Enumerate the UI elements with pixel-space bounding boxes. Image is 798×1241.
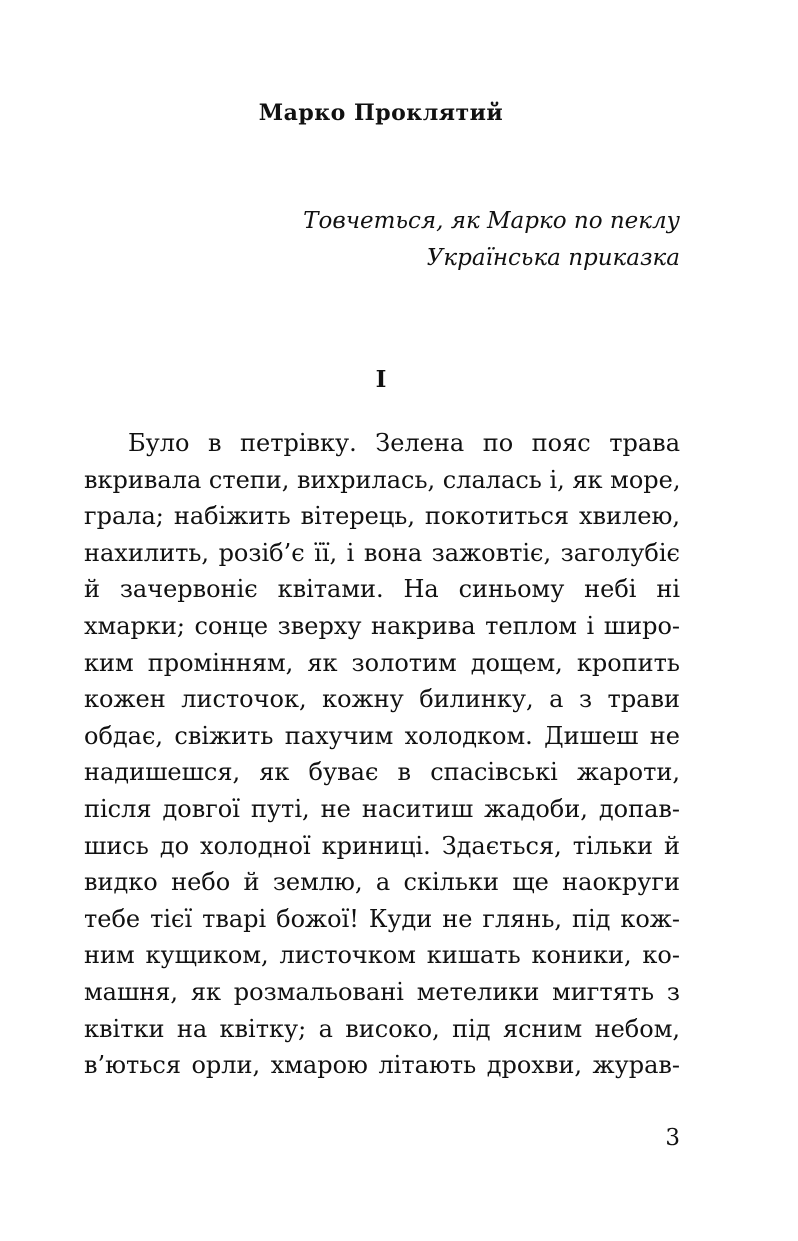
chapter-number: I xyxy=(375,366,387,393)
text-line: тебе тієї тварі божої! Куди не глянь, під кож- xyxy=(84,904,680,933)
text-line: машня, як розмальовані метелики мигтять з xyxy=(84,977,680,1006)
text-line: видко небо й землю, а скільки ще наокруги xyxy=(84,868,680,897)
text-line: ним кущиком, листочком кишать коники, ко- xyxy=(84,941,680,970)
epigraph-quote: Товчеться, як Марко по пеклу xyxy=(303,208,680,234)
text-line: надишешся, як буває в спасівські жароти, xyxy=(84,758,680,787)
text-line: вкривала степи, вихрилась, слалась і, як море, xyxy=(84,465,681,494)
epigraph xyxy=(303,203,680,277)
text-line: ким промінням, як золотим дощем, кропить xyxy=(84,648,680,677)
text-line: кожен листочок, кожну билинку, а з трави xyxy=(84,685,680,714)
text-line: в’ються орли, хмарою літають дрохви, журав- xyxy=(84,1051,680,1080)
text-line: квітки на квітку; а високо, під ясним небом, xyxy=(84,1014,680,1043)
text-line: після довгої путі, не наситиш жадоби, допав- xyxy=(84,794,680,823)
body-paragraph xyxy=(84,425,680,1084)
text-line: й зачервоніє квітами. На синьому небі ні xyxy=(84,575,680,604)
text-line: хмарки; сонце зверху накрива теплом і широ- xyxy=(84,611,680,640)
page-title: Марко Проклятий xyxy=(258,100,504,126)
text-line: грала; набіжить вітерець, покотиться хвилею, xyxy=(84,502,680,531)
text-line: Було в петрівку. Зелена по пояс трава xyxy=(128,429,680,457)
text-line: шись до холодної криниці. Здається, тільки й xyxy=(84,831,680,860)
page-number: 3 xyxy=(665,1125,680,1151)
text-line: обдає, свіжить пахучим холодком. Дишеш не xyxy=(84,721,680,750)
epigraph-source: Українська приказка xyxy=(426,245,680,271)
text-line: нахилить, розіб’є її, і вона зажовтіє, заголубіє xyxy=(84,538,680,567)
